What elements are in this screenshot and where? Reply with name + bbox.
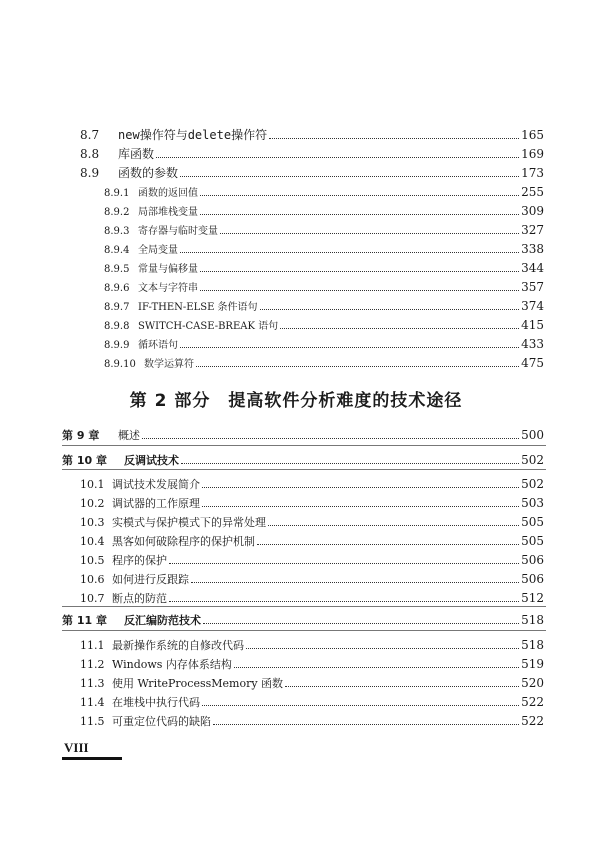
entry-title: 程序的保护 — [112, 554, 167, 567]
subentry-number: 8.9.1 — [104, 188, 130, 199]
subentry-page: 327 — [521, 223, 544, 237]
entry-number: 8.8 — [80, 147, 100, 161]
subentry-page: 255 — [521, 185, 544, 199]
entry-page: 520 — [521, 676, 544, 690]
dot-leader — [285, 686, 519, 687]
subentry-title: 数学运算符 — [144, 359, 194, 370]
entry-number: 11.4 — [80, 696, 105, 709]
toc-subentry[interactable] — [104, 184, 544, 199]
subentry-title: 全局变量 — [138, 245, 178, 256]
subentry-title: 函数的返回值 — [138, 188, 198, 199]
dot-leader — [213, 724, 519, 725]
entry-number: 10.1 — [80, 478, 105, 491]
toc-entry-10-5[interactable] — [80, 552, 544, 568]
dot-leader — [200, 290, 519, 291]
subentry-number: 8.9.6 — [104, 283, 130, 294]
dot-leader — [180, 176, 519, 177]
entry-title: 使用 WriteProcessMemory 函数 — [112, 677, 284, 690]
chapter-title: 概述 — [118, 429, 140, 442]
chapter-divider — [62, 445, 546, 446]
chapter-page: 518 — [521, 613, 544, 627]
page-number: VIII — [64, 740, 89, 755]
toc-entry-10-3[interactable] — [80, 514, 544, 530]
entry-page: 512 — [521, 591, 544, 605]
subentry-number: 8.9.2 — [104, 207, 130, 218]
chapter-label: 第 10 章 — [62, 454, 107, 467]
dot-leader — [200, 195, 519, 196]
entry-page: 519 — [521, 657, 544, 671]
subentry-page: 309 — [521, 204, 544, 218]
entry-title: 如何进行反跟踪 — [112, 573, 189, 586]
entry-title: 函数的参数 — [118, 166, 179, 180]
entry-page: 505 — [521, 534, 544, 548]
entry-title: Windows 内存体系结构 — [112, 658, 232, 671]
subentry-page: 344 — [521, 261, 544, 275]
subentry-title: SWITCH-CASE-BREAK 语句 — [138, 321, 279, 332]
dot-leader — [268, 525, 519, 526]
toc-entry-8-8[interactable] — [80, 145, 544, 162]
entry-page: 522 — [521, 714, 544, 728]
subentry-title: 常量与偏移量 — [138, 264, 198, 275]
dot-leader — [169, 601, 519, 602]
entry-page: 505 — [521, 515, 544, 529]
subentry-number: 8.9.10 — [104, 359, 136, 370]
entry-page: 506 — [521, 553, 544, 567]
toc-subentry[interactable] — [104, 336, 544, 351]
dot-leader — [181, 463, 519, 464]
entry-title: 调试器的工作原理 — [112, 497, 200, 510]
toc-subentry[interactable] — [104, 222, 544, 237]
entry-page: 502 — [521, 477, 544, 491]
entry-title: 在堆栈中执行代码 — [112, 696, 200, 709]
dot-leader — [191, 582, 519, 583]
entry-page: 522 — [521, 695, 544, 709]
entry-number: 10.2 — [80, 497, 105, 510]
chapter-entry-11[interactable] — [62, 612, 544, 628]
subentry-page: 415 — [521, 318, 544, 332]
dot-leader — [156, 157, 519, 158]
entry-number: 11.5 — [80, 715, 105, 728]
toc-entry-11-1[interactable] — [80, 637, 544, 653]
dot-leader — [260, 309, 520, 310]
entry-number: 10.4 — [80, 535, 105, 548]
dot-leader — [234, 667, 519, 668]
chapter-divider — [62, 630, 546, 631]
entry-title: 最新操作系统的自修改代码 — [112, 639, 244, 652]
toc-subentry[interactable] — [104, 260, 544, 275]
subentry-page: 374 — [521, 299, 544, 313]
dot-leader — [257, 544, 519, 545]
entry-page: 169 — [521, 147, 544, 161]
toc-entry-10-6[interactable] — [80, 571, 544, 587]
chapter-entry-10[interactable] — [62, 452, 544, 468]
chapter-page: 502 — [521, 453, 544, 467]
toc-entry-11-2[interactable] — [80, 656, 544, 672]
entry-number: 10.6 — [80, 573, 105, 586]
entry-number: 10.3 — [80, 516, 105, 529]
subentry-title: 寄存器与临时变量 — [138, 226, 218, 237]
entry-page: 503 — [521, 496, 544, 510]
chapter-entry-9[interactable] — [62, 427, 544, 443]
toc-subentry[interactable] — [104, 203, 544, 218]
page-number-underline — [62, 757, 122, 760]
entry-number: 10.7 — [80, 592, 105, 605]
toc-entry-8-9[interactable] — [80, 164, 544, 181]
dot-leader — [200, 214, 519, 215]
part-title: 第 2 部分 提高软件分析难度的技术途径 — [129, 391, 463, 411]
entry-number: 11.2 — [80, 658, 105, 671]
subentry-number: 8.9.4 — [104, 245, 130, 256]
entry-page: 506 — [521, 572, 544, 586]
dot-leader — [202, 705, 519, 706]
toc-subentry[interactable] — [104, 355, 544, 370]
toc-subentry[interactable] — [104, 317, 544, 332]
entry-number: 11.1 — [80, 639, 105, 652]
dot-leader — [180, 347, 519, 348]
subentry-title: 局部堆栈变量 — [138, 207, 198, 218]
dot-leader — [169, 563, 519, 564]
toc-entry-10-2[interactable] — [80, 495, 544, 511]
chapter-label: 第 9 章 — [62, 429, 100, 442]
entry-title: 库函数 — [118, 147, 155, 161]
subentry-number: 8.9.9 — [104, 340, 130, 351]
toc-subentry[interactable] — [104, 241, 544, 256]
toc-entry-10-7[interactable] — [80, 590, 544, 606]
entry-page: 165 — [521, 128, 544, 142]
dot-leader — [180, 252, 519, 253]
entry-title: 断点的防范 — [112, 592, 167, 605]
toc-subentry[interactable] — [104, 298, 544, 313]
chapter-label: 第 11 章 — [62, 614, 107, 627]
chapter-divider — [62, 469, 546, 470]
toc-entry-11-3[interactable] — [80, 675, 544, 691]
toc-entry-10-4[interactable] — [80, 533, 544, 549]
subentry-number: 8.9.7 — [104, 302, 130, 313]
entry-number: 11.3 — [80, 677, 105, 690]
entry-number: 8.9 — [80, 166, 100, 180]
toc-entry-8-7[interactable] — [80, 126, 544, 143]
entry-number: 10.5 — [80, 554, 105, 567]
dot-leader — [202, 487, 519, 488]
toc-entry-11-5[interactable] — [80, 713, 544, 729]
subentry-page: 357 — [521, 280, 544, 294]
subentry-number: 8.9.5 — [104, 264, 130, 275]
chapter-title: 反调试技术 — [124, 454, 179, 467]
dot-leader — [203, 623, 519, 624]
entry-title: new操作符与delete操作符 — [118, 128, 268, 142]
dot-leader — [269, 138, 519, 139]
toc-entry-11-4[interactable] — [80, 694, 544, 710]
entry-title: 调试技术发展简介 — [112, 478, 200, 491]
chapter-page: 500 — [521, 428, 544, 442]
entry-number: 8.7 — [80, 128, 100, 142]
subentry-title: 循环语句 — [138, 340, 178, 351]
dot-leader — [280, 328, 519, 329]
entry-title: 黑客如何破除程序的保护机制 — [112, 535, 255, 548]
dot-leader — [200, 271, 519, 272]
entry-title: 实模式与保护模式下的异常处理 — [112, 516, 266, 529]
subentry-page: 433 — [521, 337, 544, 351]
toc-entry-10-1[interactable] — [80, 476, 544, 492]
dot-leader — [196, 366, 519, 367]
subentry-page: 338 — [521, 242, 544, 256]
dot-leader — [142, 438, 519, 439]
dot-leader — [220, 233, 519, 234]
entry-title: 可重定位代码的缺陷 — [112, 715, 211, 728]
subentry-number: 8.9.3 — [104, 226, 130, 237]
entry-page: 173 — [521, 166, 544, 180]
chapter-title: 反汇编防范技术 — [124, 614, 201, 627]
toc-subentry[interactable] — [104, 279, 544, 294]
chapter-divider — [62, 606, 546, 607]
dot-leader — [202, 506, 519, 507]
subentry-number: 8.9.8 — [104, 321, 130, 332]
subentry-title: IF-THEN-ELSE 条件语句 — [138, 302, 258, 313]
subentry-title: 文本与字符串 — [138, 283, 198, 294]
dot-leader — [246, 648, 519, 649]
entry-page: 518 — [521, 638, 544, 652]
subentry-page: 475 — [521, 356, 544, 370]
